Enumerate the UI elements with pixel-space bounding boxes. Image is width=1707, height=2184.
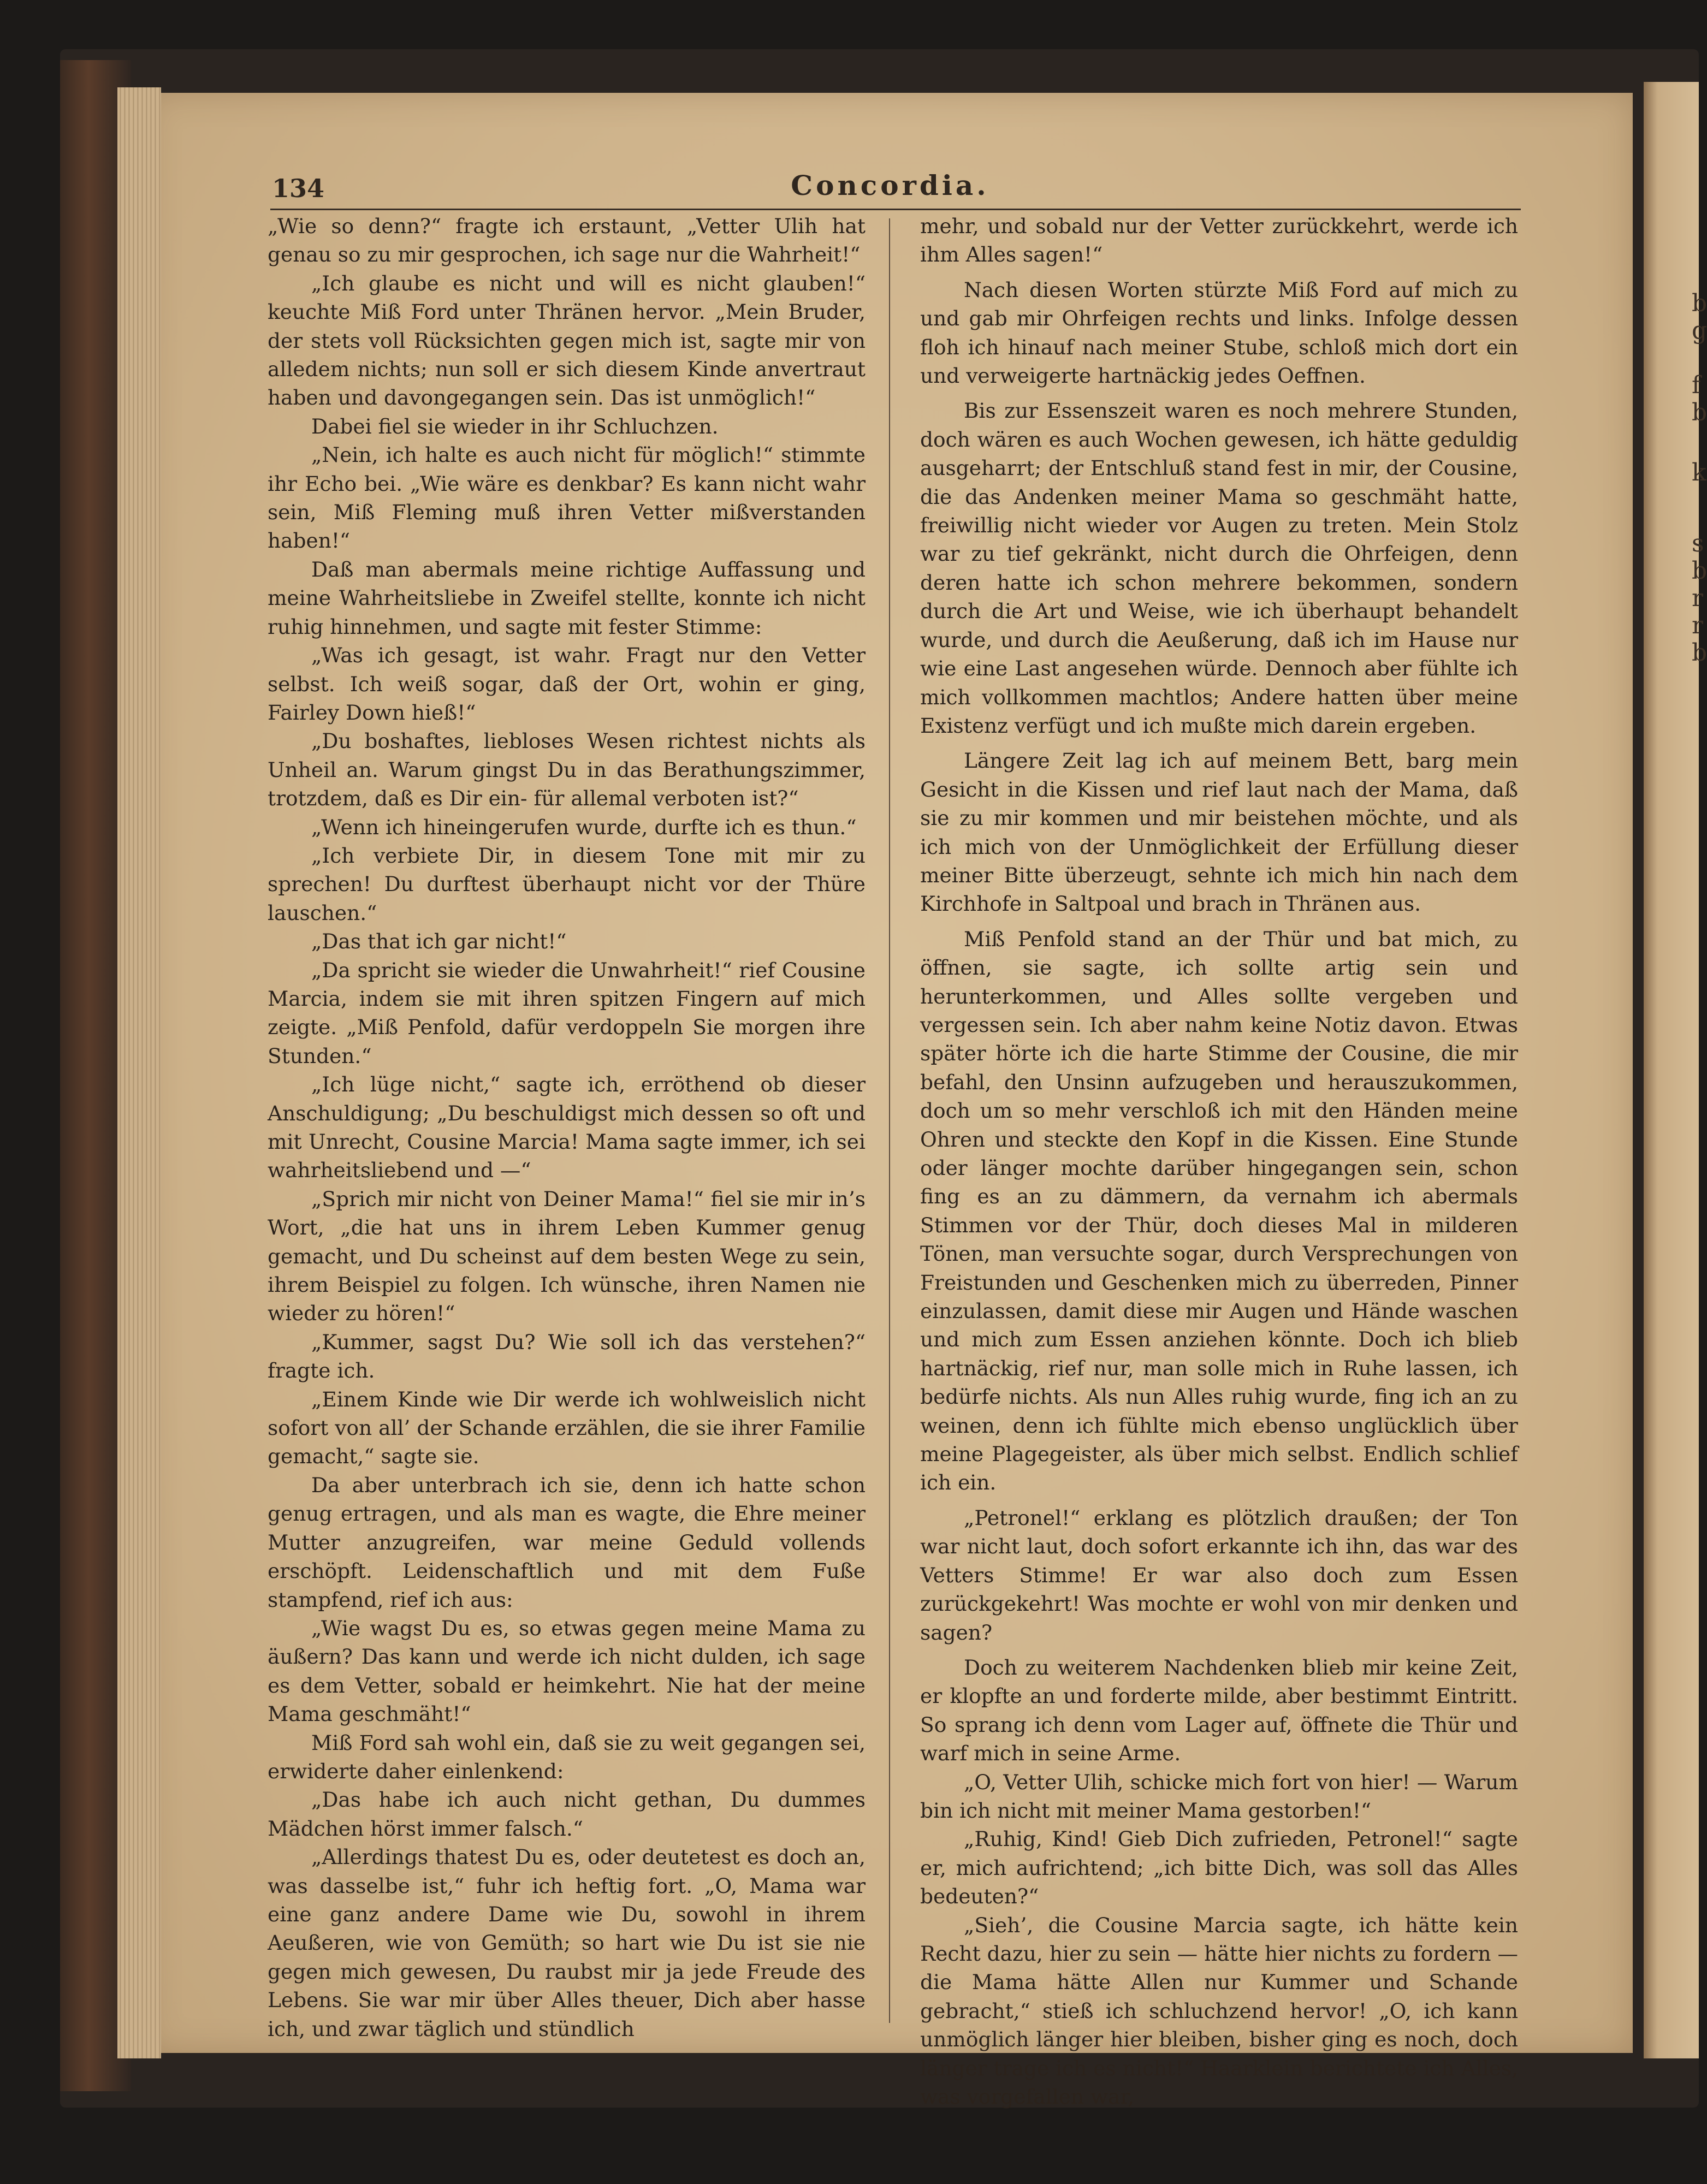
page-number: 134 [272,174,325,203]
paragraph: Dabei fiel sie wieder in ihr Schluchzen. [311,414,719,438]
facing-page-fragment: b [1692,639,1707,667]
paragraph: Da aber unterbrach ich sie, denn ich hatte schon genug ertragen, und als man es wagte, die Ehre meiner Mutter anzugreifen, war meine Geduld vollends erschöpft. Leidenschaftlich und mit dem Fuße stampfend, rief ich aus: [268,1473,866,1612]
paragraph: „Ich verbiete Dir, in diesem Tone mit mir zu sprechen! Du durftest überhaupt nicht vor der Thüre lauschen.“ [268,843,866,925]
paragraph: Bis zur Essenszeit waren es noch mehrere Stunden, doch wären es auch Wochen gewesen, ich hätte geduldig ausgeharrt; der Entschluß stand fest in mir, der Cousine, die das Andenken meiner Mama so geschmäht hatte, freiwillig nicht wieder vor Augen zu treten. Mein Stolz war zu tief gekränkt, nicht durch die Ohrfeigen, denn deren hatte ich schon mehrere bekommen, sondern durch die Art und Weise, wie ich überhaupt behandelt wurde, und durch die Aeußerung, daß ich im Hause nur wie eine Last angesehen würde. Dennoch aber fühlte ich mich vollkommen machtlos; Andere hatten über meine Existenz verfügt und ich mußte mich darein ergeben. [920,399,1518,738]
facing-page-edge [1644,82,1707,2058]
paragraph: Miß Ford sah wohl ein, daß sie zu weit gegangen sei, erwiderte daher einlenkend: [268,1730,866,1783]
facing-page-fragment: b [1692,289,1707,317]
page-stack-edge [117,87,161,2058]
paragraph: „Wenn ich hineingerufen wurde, durfte ich es thun.“ [311,815,857,839]
paragraph: „O, Vetter Ulih, schicke mich fort von hier! — Warum bin ich nicht mit meiner Mama gestorben!“ [920,1770,1518,1823]
paragraph: „Wie wagst Du es, so etwas gegen meine Mama zu äußern? Das kann und werde ich nicht dulden, ich sage es dem Vetter, sobald er heimkehrt. Nie hat der meine Mama geschmäht!“ [268,1616,866,1726]
paragraph: „Das habe ich auch nicht gethan, Du dummes Mädchen hörst immer falsch.“ [268,1788,866,1841]
paragraph: „Was ich gesagt, ist wahr. Fragt nur den Vetter selbst. Ich weiß sogar, daß der Ort, wohin er ging, Fairley Down hieß!“ [268,643,866,725]
paragraph: „Petronel!“ erklang es plötzlich draußen; der Ton war nicht laut, doch sofort erkannte ich ihn, das war des Vetters Stimme! Er war also doch zum Essen zurückgekehrt! Was mochte er wohl von mir denken und sagen? [920,1505,1518,1645]
facing-page-fragment: g [1692,317,1707,345]
paragraph: „Einem Kinde wie Dir werde ich wohlweislich nicht sofort von all’ der Schande erzählen, die sie ihrer Familie gemacht,“ sagte sie. [268,1387,866,1469]
paragraph: „Da spricht sie wieder die Unwahrheit!“ rief Cousine Marcia, indem sie mit ihren spitzen Fingern auf mich zeigte. „Miß Penfold, dafür verdoppeln Sie morgen ihre Stunden.“ [268,958,866,1068]
paragraph: „Sieh’, die Cousine Marcia sagte, ich hätte kein Recht dazu, hier zu sein — hätte hier nichts zu fordern — die Mama hätte Allen nur Kummer und Schande gebracht,“ stieß ich schluchzend hervor! „O, ich kann unmöglich länger hier bleiben, bisher ging es noch, doch länger trage ich es nicht!“ Haarklein berichtete ich Alles, was vorgefallen war, [920,1913,1518,2109]
running-title: Concordia. [791,169,989,201]
facing-page-fragment: b [1692,399,1707,426]
paragraph: „Allerdings thatest Du es, oder deutetest es doch an, was dasselbe ist,“ fuhr ich heftig fort. „O, Mama war eine ganz andere Dame wie Du, sowohl in ihrem Aeußeren, wie von Gemüth; so hart wie Du ist sie nie gegen mich gewesen, Du raubst mir ja jede Freude des Lebens. Sie war mir über Alles theuer, Dich aber hasse ich, und zwar täglich und stündlich [268,1845,866,2041]
facing-page-fragment: r [1692,612,1704,639]
paragraph: „Sprich mir nicht von Deiner Mama!“ fiel sie mir in’s Wort, „die hat uns in ihrem Leben Kummer genug gemacht, und Du scheinst auf dem besten Wege zu sein, ihrem Beispiel zu folgen. Ich wünsche, ihren Namen nie wieder zu hören!“ [268,1186,866,1326]
paragraph: „Das that ich gar nicht!“ [311,929,567,954]
header-rule [270,209,1521,210]
left-column [268,212,866,2043]
paragraph: Daß man abermals meine richtige Auffassung und meine Wahrheitsliebe in Zweifel stellte, konnte ich nicht ruhig hinnehmen, und sagte mit fester Stimme: [268,557,866,639]
facing-page-fragment: s [1692,530,1704,557]
paragraph: „Ruhig, Kind! Gieb Dich zufrieden, Petronel!“ sagte er, mich aufrichtend; „ich bitte Dich, was soll das Alles bedeuten?“ [920,1827,1518,1909]
facing-page-fragment: b [1692,557,1707,585]
facing-page-fragment: k [1692,459,1706,486]
right-column [920,212,1518,2111]
paragraph: „Ich lüge nicht,“ sagte ich, erröthend ob dieser Anschuldigung; „Du beschuldigst mich dessen so oft und mit Unrecht, Cousine Marcia! Mama sagte immer, ich sei wahrheitsliebend und —“ [268,1072,866,1183]
paragraph: Nach diesen Worten stürzte Miß Ford auf mich zu und gab mir Ohrfeigen rechts und links. Infolge dessen floh ich hinauf nach meiner Stube, schloß mich dort ein und verweigerte hartnäckig jedes Oeffnen. [920,277,1518,388]
paragraph: Längere Zeit lag ich auf meinem Bett, barg mein Gesicht in die Kissen und rief laut nach der Mama, daß sie zu mir kommen und mir beistehen möchte, und als ich mich von der Unmöglichkeit der Erfüllung dieser meiner Bitte überzeugt, sehnte ich mich hin nach dem Kirchhofe in Saltpoal und brach in Thränen aus. [920,749,1518,916]
book-page [147,93,1633,2109]
facing-page-fragment: r [1692,584,1704,612]
paragraph: „Nein, ich halte es auch nicht für möglich!“ stimmte ihr Echo bei. „Wie wäre es denkbar? Es kann nicht wahr sein, Miß Fleming muß ihren Vetter mißverstanden haben!“ [268,443,866,553]
paragraph: Doch zu weiterem Nachdenken blieb mir keine Zeit, er klopfte an und forderte milde, aber bestimmt Eintritt. So sprang ich denn vom Lager auf, öffnete die Thür und warf mich in seine Arme. [920,1655,1518,1766]
paragraph: „Ich glaube es nicht und will es nicht glauben!“ keuchte Miß Ford unter Thränen hervor. „Mein Bruder, der stets voll Rücksichten gegen mich ist, sagte mir von alledem nichts; nun soll er sich diesem Kinde anvertraut haben und davongegangen sein. Das ist unmöglich!“ [268,271,866,410]
paragraph: „Du boshaftes, liebloses Wesen richtest nichts als Unheil an. Warum gingst Du in das Berathungszimmer, trotzdem, daß es Dir ein- für allemal verboten ist?“ [268,729,866,811]
paragraph: mehr, und sobald nur der Vetter zurückkehrt, werde ich ihm Alles sagen!“ [920,214,1518,267]
paragraph: „Wie so denn?“ fragte ich erstaunt, „Vetter Ulih hat genau so zu mir gesprochen, ich sage nur die Wahrheit!“ [268,214,866,267]
paragraph: „Kummer, sagst Du? Wie soll ich das verstehen?“ fragte ich. [268,1330,866,1383]
column-divider [889,218,890,2023]
facing-page-fragment: f [1692,371,1701,399]
paragraph: Miß Penfold stand an der Thür und bat mich, zu öffnen, sie sagte, ich sollte artig sein und herunterkommen, und Alles sollte vergeben und vergessen sein. Ich aber nahm keine Notiz davon. Etwas später hörte ich die harte Stimme der Cousine, die mir befahl, den Unsinn aufzugeben und herauszukommen, doch um so mehr verschloß ich mit den Händen meine Ohren und steckte den Kopf in die Kissen. Eine Stunde oder länger mochte darüber hingegangen sein, schon fing es an zu dämmern, da vernahm ich abermals Stimmen vor der Thür, doch dieses Mal in milderen Tönen, man versuchte sogar, durch Versprechungen von Freistunden und Geschenken mich zu überreden, Pinner einzulassen, damit diese mir Augen und Hände waschen und mich zum Essen anziehen könnte. Doch ich blieb hartnäckig, rief nur, man solle mich in Ruhe lassen, ich bedürfe nichts. Als nun Alles ruhig wurde, fing ich an zu weinen, denn ich fühlte mich ebenso unglücklich über meine Plagegeister, als über mich selbst. Endlich schlief ich ein. [920,927,1518,1495]
